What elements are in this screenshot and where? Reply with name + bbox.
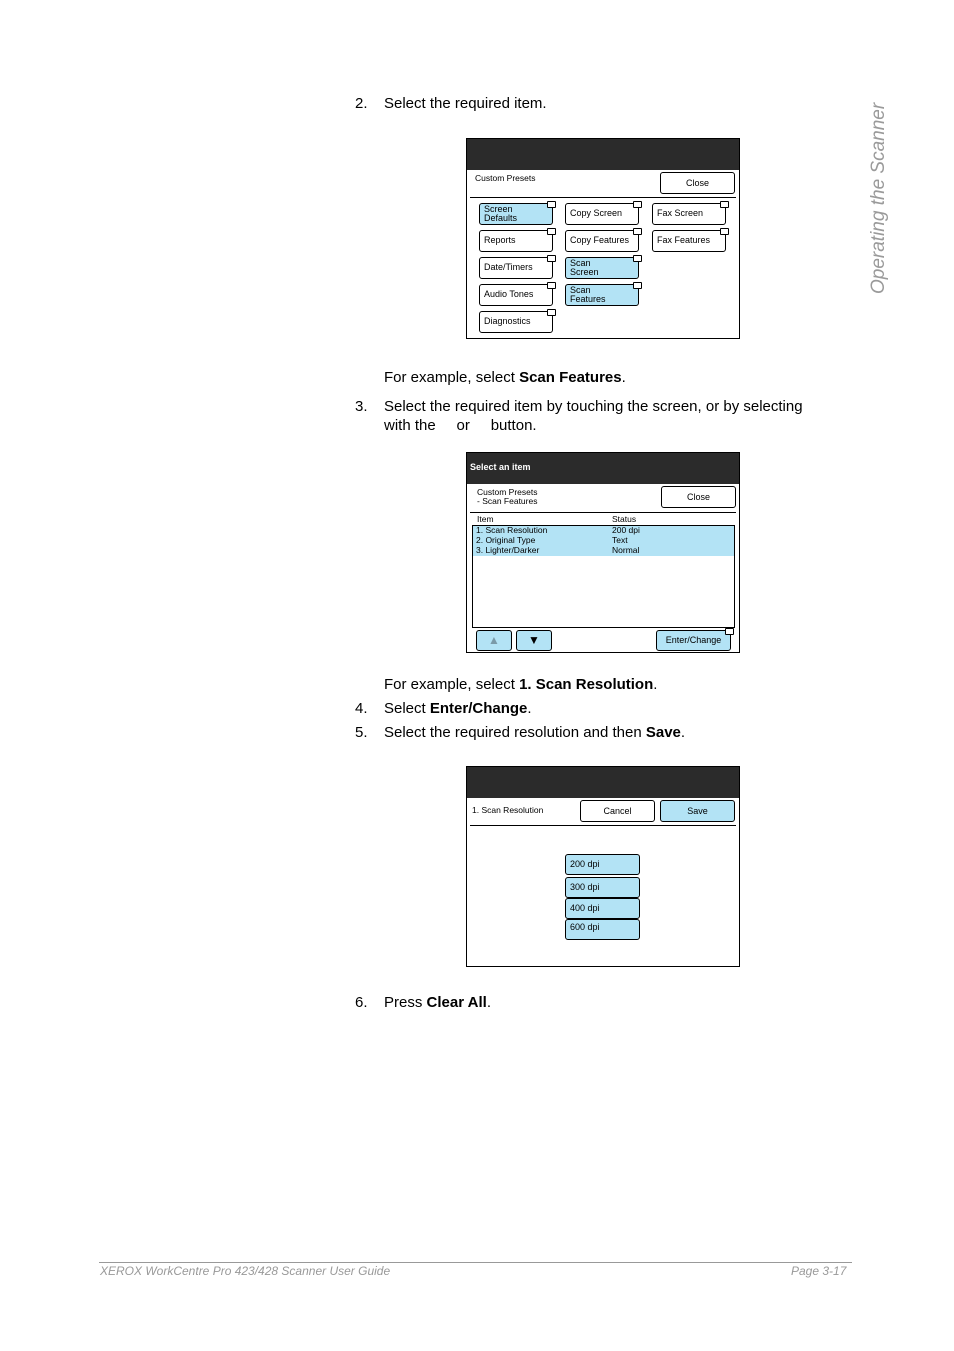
option-label: 600 dpi xyxy=(570,922,600,932)
cancel-button[interactable] xyxy=(580,800,655,822)
fax-screen-label: Fax Screen xyxy=(657,208,704,218)
tab-marker-icon xyxy=(725,628,734,635)
up-arrow-icon: ▲ xyxy=(488,633,500,647)
step-5-text xyxy=(384,723,685,742)
tab-marker-icon xyxy=(633,282,642,289)
save-label: Save xyxy=(687,805,708,816)
reports-button[interactable] xyxy=(479,230,553,252)
step-4-post: . xyxy=(527,700,532,717)
screen-title-bar xyxy=(467,453,739,484)
option-200-dpi[interactable] xyxy=(565,854,640,875)
down-arrow-icon: ▼ xyxy=(528,633,540,647)
scroll-up-button[interactable] xyxy=(476,630,512,651)
item-column-header: Item xyxy=(477,514,494,524)
list-item-status: Text xyxy=(612,535,628,545)
reports-label: Reports xyxy=(484,235,516,245)
status-column-header: Status xyxy=(612,514,637,524)
bar-title: Select an item xyxy=(470,462,531,472)
cancel-label: Cancel xyxy=(603,805,632,816)
screen-defaults-button[interactable] xyxy=(479,203,553,225)
tab-marker-icon xyxy=(633,255,642,262)
list-item-status: 200 dpi xyxy=(612,525,640,535)
option-300-dpi[interactable] xyxy=(565,877,640,898)
screen2-title: Custom Presets - Scan Features xyxy=(477,487,538,506)
step-6-pre: Press xyxy=(384,994,427,1011)
example-2-bold: 1. Scan Resolution xyxy=(519,676,654,693)
diagnostics-button[interactable] xyxy=(479,311,553,333)
tab-marker-icon xyxy=(720,228,729,235)
list-item[interactable]: 1. Scan Resolution xyxy=(476,525,548,535)
example-2-text xyxy=(384,675,657,694)
copy-screen-label: Copy Screen xyxy=(570,208,623,218)
tab-marker-icon xyxy=(547,201,556,208)
tab-marker-icon xyxy=(547,309,556,316)
audio-tones-label: Audio Tones xyxy=(484,289,534,299)
tab-marker-icon xyxy=(633,201,642,208)
screen3-title: 1. Scan Resolution xyxy=(472,805,544,815)
scan-features-label: Scan Features xyxy=(570,285,606,304)
tab-marker-icon xyxy=(547,228,556,235)
fax-screen-button[interactable] xyxy=(652,203,726,225)
step-6-post: . xyxy=(486,994,491,1011)
step-5-post: . xyxy=(680,724,686,741)
screen1-title: Custom Presets xyxy=(475,173,536,183)
step-2-text: Select the required item. xyxy=(384,95,547,112)
option-400-dpi[interactable] xyxy=(565,898,640,919)
footer-left: XEROX WorkCentre Pro 423/428 Scanner User Guide xyxy=(100,1264,391,1278)
scan-screen-button[interactable] xyxy=(565,257,639,279)
example-2-pre: For example, select xyxy=(384,676,520,693)
tab-marker-icon xyxy=(547,282,556,289)
screen-title-bar xyxy=(467,139,739,170)
side-tab-label: Operating the Scanner xyxy=(868,102,889,294)
step-4-pre: Select xyxy=(384,700,430,717)
step-4-number: 4. xyxy=(355,700,368,717)
step-6-text xyxy=(384,993,491,1012)
step-3-line-2: with the or button. xyxy=(384,417,537,434)
step-6-bold: Clear All xyxy=(426,994,487,1011)
example-2-post: . xyxy=(653,676,658,693)
diagnostics-label: Diagnostics xyxy=(484,316,531,326)
step-3-number: 3. xyxy=(355,398,368,415)
close-label: Close xyxy=(685,177,709,188)
step-5-number: 5. xyxy=(355,724,368,741)
item-list xyxy=(472,525,735,628)
fax-features-button[interactable] xyxy=(652,230,726,252)
tab-marker-icon xyxy=(720,201,729,208)
fax-features-label: Fax Features xyxy=(657,235,711,245)
example-1-text xyxy=(384,368,626,387)
close-button[interactable] xyxy=(660,172,735,194)
option-label: 300 dpi xyxy=(570,882,600,892)
step-2-number: 2. xyxy=(355,95,368,112)
step-4-bold: Enter/Change xyxy=(429,700,528,717)
copy-screen-button[interactable] xyxy=(565,203,639,225)
close-button[interactable] xyxy=(661,486,736,508)
option-label: 400 dpi xyxy=(570,903,600,913)
enter-change-label: Enter/Change xyxy=(665,635,722,645)
copy-features-label: Copy Features xyxy=(570,235,630,245)
scan-screen-label: Scan Screen xyxy=(570,258,599,277)
divider xyxy=(470,512,736,513)
screen-defaults-label: Screen Defaults xyxy=(484,204,518,223)
step-3-line-1: Select the required item by touching the screen, or by selecting xyxy=(384,398,803,415)
screen-select-item xyxy=(466,452,740,653)
footer-page-number: Page 3-17 xyxy=(791,1264,847,1278)
scroll-down-button[interactable] xyxy=(516,630,552,651)
screen-scan-resolution xyxy=(466,766,740,967)
copy-features-button[interactable] xyxy=(565,230,639,252)
option-label: 200 dpi xyxy=(570,859,600,869)
close-label: Close xyxy=(686,491,710,502)
example-1-pre: For example, select xyxy=(384,369,520,386)
divider xyxy=(470,197,736,198)
step-5-pre: Select the required resolution and then xyxy=(384,724,646,741)
tab-marker-icon xyxy=(633,228,642,235)
screen-title-bar xyxy=(467,767,739,798)
date-timers-label: Date/Timers xyxy=(484,262,533,272)
scan-features-button[interactable] xyxy=(565,284,639,306)
list-item-status: Normal xyxy=(612,545,640,555)
footer-rule xyxy=(99,1262,852,1263)
side-tab xyxy=(868,94,904,294)
list-item[interactable]: 3. Lighter/Darker xyxy=(476,545,540,555)
audio-tones-button[interactable] xyxy=(479,284,553,306)
example-1-bold: Scan Features xyxy=(519,369,622,386)
step-6-number: 6. xyxy=(355,994,368,1011)
enter-change-button[interactable] xyxy=(656,630,731,651)
tab-marker-icon xyxy=(547,255,556,262)
step-5-bold: Save xyxy=(645,724,681,741)
example-1-post: . xyxy=(621,369,626,386)
divider xyxy=(470,825,736,826)
list-item[interactable]: 2. Original Type xyxy=(476,535,536,545)
option-600-dpi[interactable] xyxy=(565,919,640,940)
save-button[interactable] xyxy=(660,800,735,822)
date-timers-button[interactable] xyxy=(479,257,553,279)
screen-custom-presets xyxy=(466,138,740,339)
step-4-text xyxy=(384,699,532,718)
